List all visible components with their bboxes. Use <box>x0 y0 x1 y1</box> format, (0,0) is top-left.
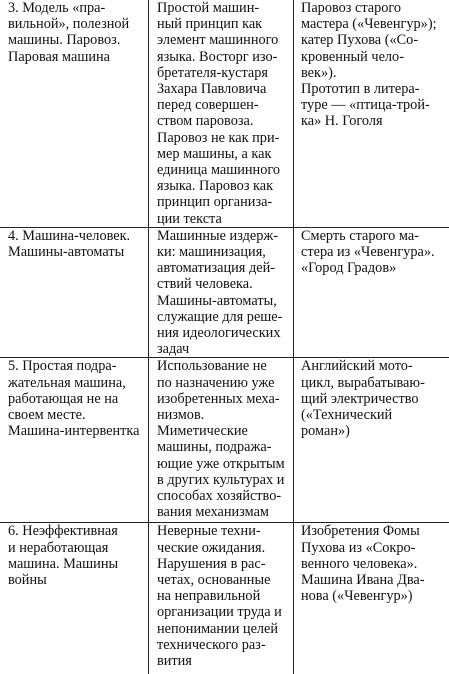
cell-text-line: Нарушения в рас- <box>157 556 290 572</box>
table-row <box>0 358 449 523</box>
cell-text-line: жательная машина, <box>8 375 145 391</box>
cell-text-line: Машина Ивана Два- <box>301 572 447 588</box>
cell-text-line: бретателя-кустаря <box>157 65 290 81</box>
table-row <box>0 523 449 674</box>
table-cell-col2 <box>149 0 294 227</box>
cell-text-line: («Технический <box>301 407 447 423</box>
cell-text-line: элемент машинного <box>157 32 290 48</box>
cell-text-line: Прототип в литера- <box>301 81 447 97</box>
cell-text-line: перед совершен- <box>157 97 290 113</box>
cell-text-line: технического раз- <box>157 637 290 653</box>
table-cell-col3 <box>294 358 449 523</box>
cell-text-line: Английский мото- <box>301 358 447 374</box>
cell-text-line: ка» Н. Гоголя <box>301 113 447 129</box>
table-cell-col2 <box>149 358 294 523</box>
cell-text-line: ческие ожидания. <box>157 540 290 556</box>
cell-text-line: непонимании целей <box>157 621 290 637</box>
cell-text-line: по назначению уже <box>157 375 290 391</box>
cell-text-line: 6. Неэффективная <box>8 523 145 539</box>
cell-text-line: принцип организа- <box>157 194 290 210</box>
cell-text-line: Пухова из «Сокро- <box>301 540 447 556</box>
table-row <box>0 227 449 358</box>
cell-text-line: Простой машин- <box>157 0 290 16</box>
cell-text-line: Изобретения Фомы <box>301 523 447 539</box>
cell-text-line: задач <box>157 341 290 357</box>
cell-text-line: Машина-интервентка <box>8 423 145 439</box>
cell-text-line: служащие для реше- <box>157 309 290 325</box>
cell-text-line: щий электричество <box>301 391 447 407</box>
table-cell-col3 <box>294 523 449 674</box>
cell-text-line: 3. Модель «пра- <box>8 0 145 16</box>
table-cell-col2 <box>149 227 294 358</box>
cell-text-line: цикл, вырабатываю- <box>301 375 447 391</box>
cell-text-line: ции текста <box>157 211 290 227</box>
table-cell-col1 <box>0 0 149 227</box>
table-cell-col3 <box>294 227 449 358</box>
cell-text-line: вития <box>157 653 290 669</box>
cell-text-line: туре — «птица-трой- <box>301 97 447 113</box>
cell-text-line: ством паровоза. <box>157 113 290 129</box>
cell-text-line: в других культурах и <box>157 472 290 488</box>
cell-text-line: нова («Чевенгур») <box>301 588 447 604</box>
cell-text-line: машина. Машины <box>8 556 145 572</box>
cell-text-line: Паровоз не как при- <box>157 130 290 146</box>
cell-text-line: вильной», полезной <box>8 16 145 32</box>
cell-text-line: вания механизмам <box>157 504 290 520</box>
cell-text-line: 4. Машина-человек. <box>8 228 145 244</box>
cell-text-line: Машины-автоматы, <box>157 293 290 309</box>
cell-text-line: «Город Градов» <box>301 260 447 276</box>
cell-text-line: Смерть старого ма- <box>301 228 447 244</box>
cell-text-line: Миметические <box>157 423 290 439</box>
cell-text-line: войны <box>8 572 145 588</box>
cell-text-line: языка. Паровоз как <box>157 178 290 194</box>
cell-text-line: работающая не на <box>8 391 145 407</box>
cell-text-line: ющие уже открытым <box>157 456 290 472</box>
cell-text-line: катер Пухова («Со- <box>301 32 447 48</box>
cell-text-line: Неверные техни- <box>157 523 290 539</box>
cell-text-line: венного человека». <box>301 556 447 572</box>
cell-text-line: Машинные издерж- <box>157 228 290 244</box>
cell-text-line: Машины-автоматы <box>8 244 145 260</box>
cell-text-line: Паровая машина <box>8 49 145 65</box>
cell-text-line: ния идеологических <box>157 325 290 341</box>
cell-text-line: мер машины, а как <box>157 146 290 162</box>
cell-text-line: четах, основанные <box>157 572 290 588</box>
cell-text-line: и неработающая <box>8 540 145 556</box>
cell-text-line: ный принцип как <box>157 16 290 32</box>
table-cell-col3 <box>294 0 449 227</box>
cell-text-line: своем месте. <box>8 407 145 423</box>
cell-text-line: ствий человека. <box>157 276 290 292</box>
cell-text-line: единица машинного <box>157 162 290 178</box>
cell-text-line: машины, подража- <box>157 439 290 455</box>
table-cell-col1 <box>0 358 149 523</box>
cell-text-line: машины. Паровоз. <box>8 32 145 48</box>
cell-text-line: мастера («Чевенгур»); <box>301 16 447 32</box>
table-cell-col2 <box>149 523 294 674</box>
cell-text-line: языка. Восторг изо- <box>157 49 290 65</box>
cell-text-line: организации труда и <box>157 604 290 620</box>
table-cell-col1 <box>0 523 149 674</box>
table-cell-col1 <box>0 227 149 358</box>
cell-text-line: Использование не <box>157 358 290 374</box>
table-row <box>0 0 449 227</box>
cell-text-line: способах хозяйство- <box>157 488 290 504</box>
cell-text-line: роман») <box>301 423 447 439</box>
cell-text-line: кровенный чело- <box>301 49 447 65</box>
cell-text-line: на неправильной <box>157 588 290 604</box>
cell-text-line: автоматизация дей- <box>157 260 290 276</box>
cell-text-line: Паровоз старого <box>301 0 447 16</box>
cell-text-line: изобретенных меха- <box>157 391 290 407</box>
cell-text-line: Захара Павловича <box>157 81 290 97</box>
cell-text-line: ки: машинизация, <box>157 244 290 260</box>
cell-text-line: век»). <box>301 65 447 81</box>
cell-text-line: 5. Простая подра- <box>8 358 145 374</box>
cell-text-line: стера из «Чевенгура». <box>301 244 447 260</box>
cell-text-line: низмов. <box>157 407 290 423</box>
